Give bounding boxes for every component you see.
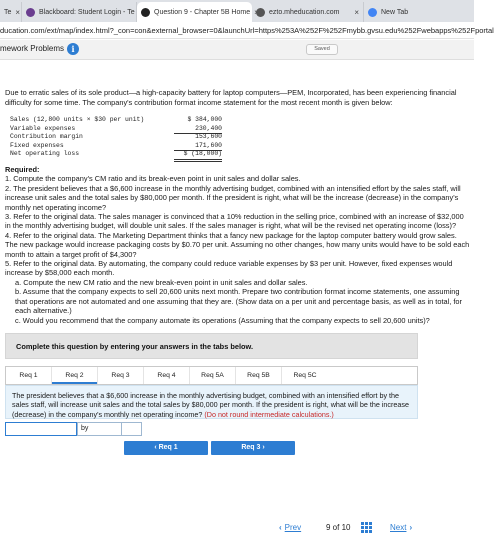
browser-tab-1[interactable]	[22, 2, 137, 22]
required-subitem: a. Compute the new CM ratio and the new break-even point in unit sales and dollar sales.	[15, 277, 308, 287]
statement-label: Variable expenses	[10, 124, 76, 132]
required-section	[5, 165, 470, 325]
globe-icon	[256, 8, 265, 17]
statement-label: Net operating loss	[10, 150, 80, 158]
prev-req-button[interactable]: ‹ Req 1	[124, 441, 208, 455]
mcgraw-icon	[141, 8, 150, 17]
chrome-icon	[368, 8, 377, 17]
chevron-left-icon: ‹	[279, 523, 282, 532]
statement-row	[10, 116, 230, 125]
statement-row	[10, 142, 230, 151]
close-icon[interactable]: ×	[15, 7, 21, 17]
problem-intro: Due to erratic sales of its sole product—a high-capacity battery for laptop computers—PEM, Incorporated, has been experiencing financial difficulty for some time. The company's contribution format income statement for the most recent month is given below:	[5, 88, 457, 107]
statement-label: Contribution margin	[10, 133, 83, 141]
address-bar[interactable]: ducation.com/ext/map/index.html?_con=con&external_browser=0&launchUrl=https%253A%252F%252Fmybb.gvsu.edu%252Fwebapps%252Fportal	[0, 22, 474, 39]
required-item: 1. Compute the company's CM ratio and its break-even point in unit sales and dollar sales.	[5, 174, 301, 184]
answer-instruction: Complete this question by entering your answers in the tabs below.	[5, 333, 418, 359]
rounding-hint: (Do not round intermediate calculations.)	[204, 409, 334, 419]
statement-row	[10, 150, 230, 159]
chevron-right-icon: ›	[409, 523, 413, 532]
next-req-button[interactable]: Req 3 ›	[211, 441, 295, 455]
required-title: Required:	[5, 165, 40, 174]
amount-input[interactable]	[122, 422, 142, 436]
tab-req-1[interactable]: Req 1	[6, 367, 52, 384]
browser-tab-4-label: New Tab	[381, 8, 409, 16]
statement-value: $ (18,000)	[174, 150, 222, 162]
pager-prev-label: Prev	[284, 523, 302, 532]
statement-row	[10, 133, 230, 142]
increase-decrease-select[interactable]	[5, 422, 77, 436]
required-item: 4. Refer to the original data. The Marketing Department thinks that a fancy new package for the laptop computer battery would grow sales. The new package would increase packaging costs by $0.70 per unit. Assuming no other changes, how many units would have to be sold each month to attain a target profit of $4,300?	[5, 230, 470, 259]
browser-tab-0-label: Te	[4, 8, 12, 16]
required-item: 3. Refer to the original data. The sales manager is convinced that a 10% reduction in the selling price, combined with an increase of $32,000 in the monthly advertising budget, will double unit sales. If the sales manager is right, what will be the revised net operating income (loss)?	[5, 212, 464, 231]
browser-tab-1-label: Blackboard: Student Login - Te	[39, 8, 135, 16]
browser-tab-0[interactable]	[0, 2, 22, 22]
browser-tab-2[interactable]	[137, 2, 252, 22]
statement-value: $ 384,000	[187, 116, 222, 123]
tab-req-2[interactable]: Req 2	[52, 367, 98, 384]
grid-icon[interactable]	[361, 522, 372, 533]
tab-req-5a[interactable]: Req 5A	[190, 367, 236, 384]
assignment-header	[0, 40, 474, 60]
browser-tab-2-label: Question 9 - Chapter 5B Home	[154, 8, 251, 16]
close-icon[interactable]: ×	[354, 7, 359, 17]
assignment-title: mework Problems	[0, 44, 65, 53]
required-subitem: c. Would you recommend that the company automate its operations (Assuming that the company expects to sell 20,600 units)?	[15, 315, 430, 325]
statement-label: Sales (12,800 units × $30 per unit)	[10, 116, 145, 123]
tab-req-5b[interactable]: Req 5B	[236, 367, 282, 384]
info-icon[interactable]: i	[67, 43, 79, 55]
browser-tab-4[interactable]	[364, 2, 474, 22]
statement-label: Fixed expenses	[10, 141, 64, 149]
saved-status-badge: Saved	[306, 44, 338, 55]
answer-row	[5, 422, 418, 436]
question-panel	[5, 385, 418, 419]
required-subitem: b. Assume that the company expects to sell 20,600 units next month. Prepare two contribution format income statements, one assuming that operations are not automated and one assuming that they are. (Show data on a per unit and percentage basis, as well as in total, for each alternative.)	[15, 287, 463, 316]
statement-value: 230,400	[174, 125, 222, 135]
browser-tab-strip	[0, 0, 474, 22]
question-text: The president believes that a $6,600 increase in the monthly advertising budget, combined with an intensified effort by the sales staff, will increase unit sales and the total sales by $80,000 per month. If the president is right, what will be the increase (decrease) in the company's monthly net operating income?	[12, 391, 409, 419]
pager-count: 9 of 10	[326, 523, 351, 532]
tab-req-3[interactable]: Req 3	[98, 367, 144, 384]
pager-prev-link[interactable]	[276, 522, 301, 534]
browser-tab-3[interactable]	[252, 2, 364, 22]
pager-next-link[interactable]	[390, 522, 415, 534]
tab-req-5c[interactable]: Req 5C	[293, 372, 317, 379]
pager-next-label: Next	[390, 523, 407, 532]
statement-value: 153,600	[195, 133, 222, 141]
required-item: 5. Refer to the original data. By automating, the company could reduce variable expenses by $3 per unit. However, fixed expenses would increase by $58,000 each month.	[5, 259, 453, 278]
by-label-cell	[77, 422, 122, 436]
statement-value: 171,600	[174, 142, 222, 152]
browser-tab-3-label: ezto.mheducation.com	[269, 8, 340, 16]
requirement-tabs	[5, 366, 418, 385]
blackboard-icon	[26, 8, 35, 17]
required-item: 2. The president believes that a $6,600 increase in the monthly advertising budget, combined with an intensified effort by the sales staff, will increase unit sales and the total sales by $80,000 per month. If the president is right, what will be the increase (decrease) in the company's monthly net operating income?	[5, 183, 461, 212]
tab-req-4[interactable]: Req 4	[144, 367, 190, 384]
statement-row	[10, 125, 230, 134]
income-statement	[10, 116, 230, 159]
by-label: by	[81, 425, 89, 432]
